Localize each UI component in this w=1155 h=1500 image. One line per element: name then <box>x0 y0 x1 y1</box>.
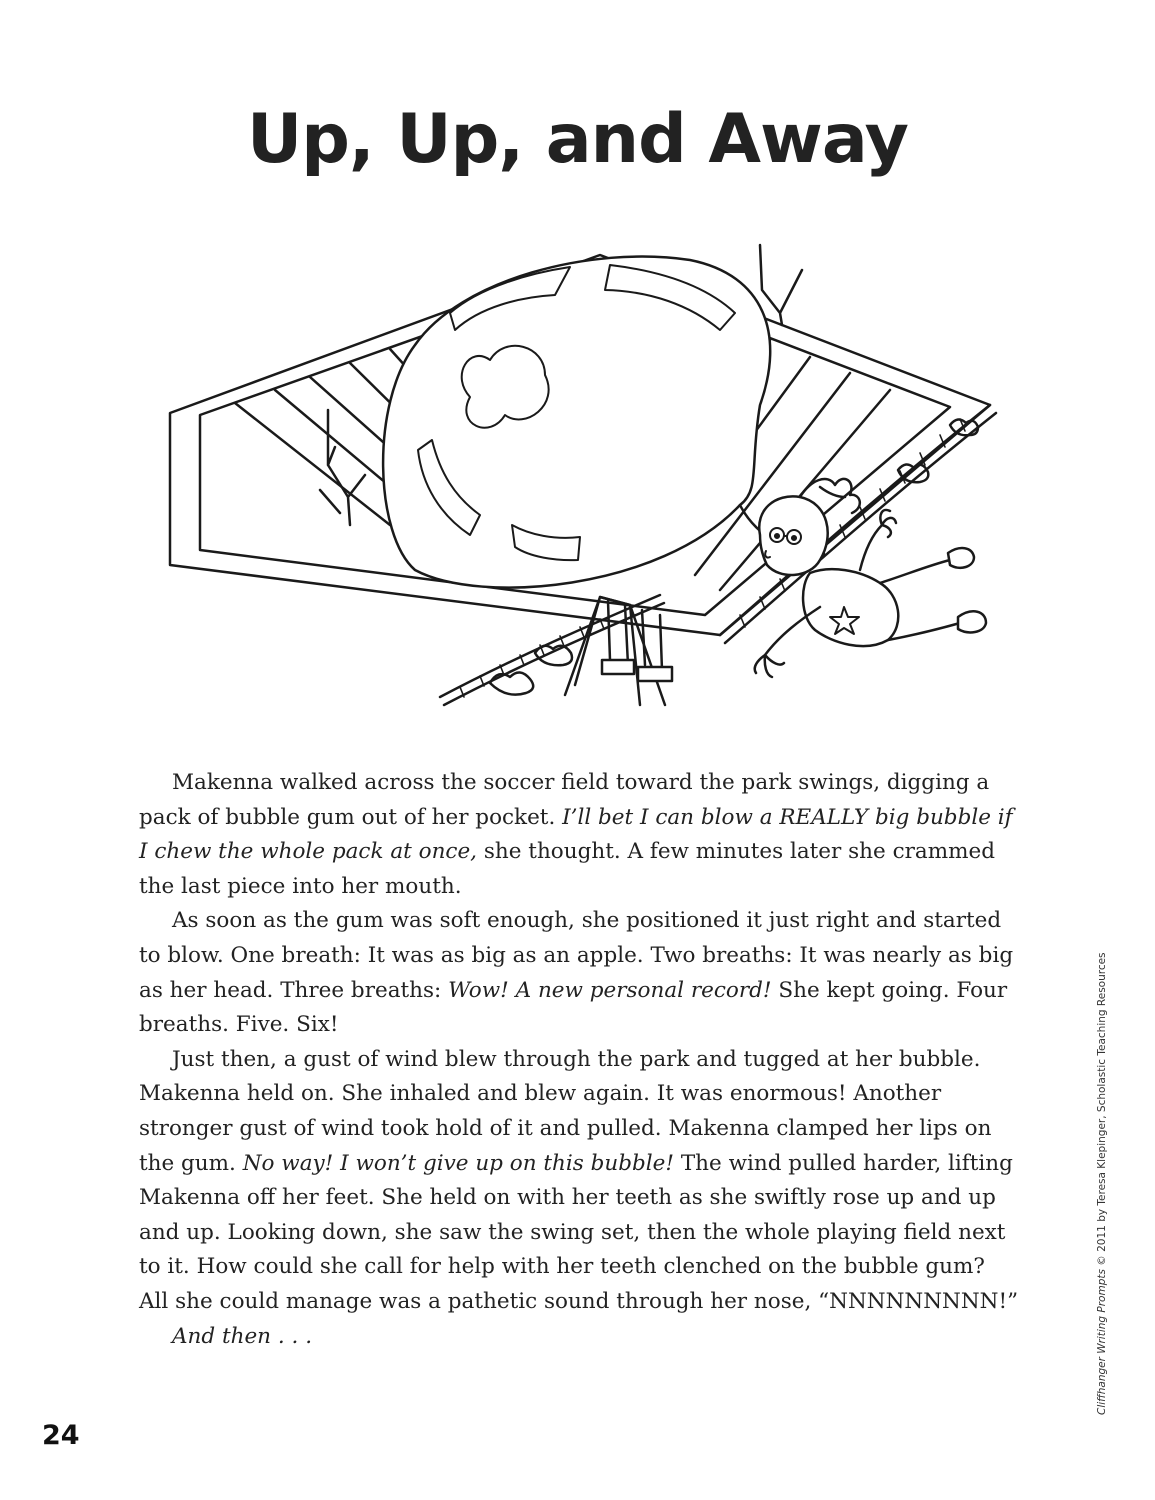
page-number: 24 <box>42 1420 80 1451</box>
story-text <box>139 766 1019 1354</box>
girl-floating-with-bubble-gum-icon <box>160 235 1000 725</box>
story-ending: And then . . . <box>172 1323 313 1349</box>
story-paragraph: As soon as the gum was soft enough, she positioned it just right and started to blow. One breath: It was as big as an apple. Two breaths: It was nearly as big as her head. Three breaths: Wow! A new personal record! She kept going. Four breaths. Five. Six! <box>139 908 1014 1038</box>
right-goal-post <box>760 245 802 325</box>
story-paragraph: Makenna walked across the soccer field toward the park swings, digging a pack of bubble gum out of her pocket. I’ll bet I can blow a REALLY big bubble if I chew the whole pack at once, she thought. A few minutes later she crammed the last piece into her mouth. <box>139 770 1013 899</box>
page-title: Up, Up, and Away <box>246 100 908 179</box>
copyright-notice: Cliffhanger Writing Prompts © 2011 by Teresa Klepinger, Scholastic Teaching Resources <box>1096 952 1108 1415</box>
story-paragraph: Just then, a gust of wind blew through the park and tugged at her bubble. Makenna held on. She inhaled and blew again. It was enormous! Another stronger gust of wind took hold of it and pulled. Makenna clamped her lips on the gum. No way! I won’t give up on this bubble! The wind pulled harder, lifting Makenna off her feet. She held on with her teeth as she swiftly rose up and up and up. Looking down, she saw the swing set, then the whole playing field next to it. How could she call for help with her teeth clenched on the bubble gum? All she could manage was a pathetic sound through her nose, “NNNNNNNNN!” <box>139 1046 1019 1314</box>
